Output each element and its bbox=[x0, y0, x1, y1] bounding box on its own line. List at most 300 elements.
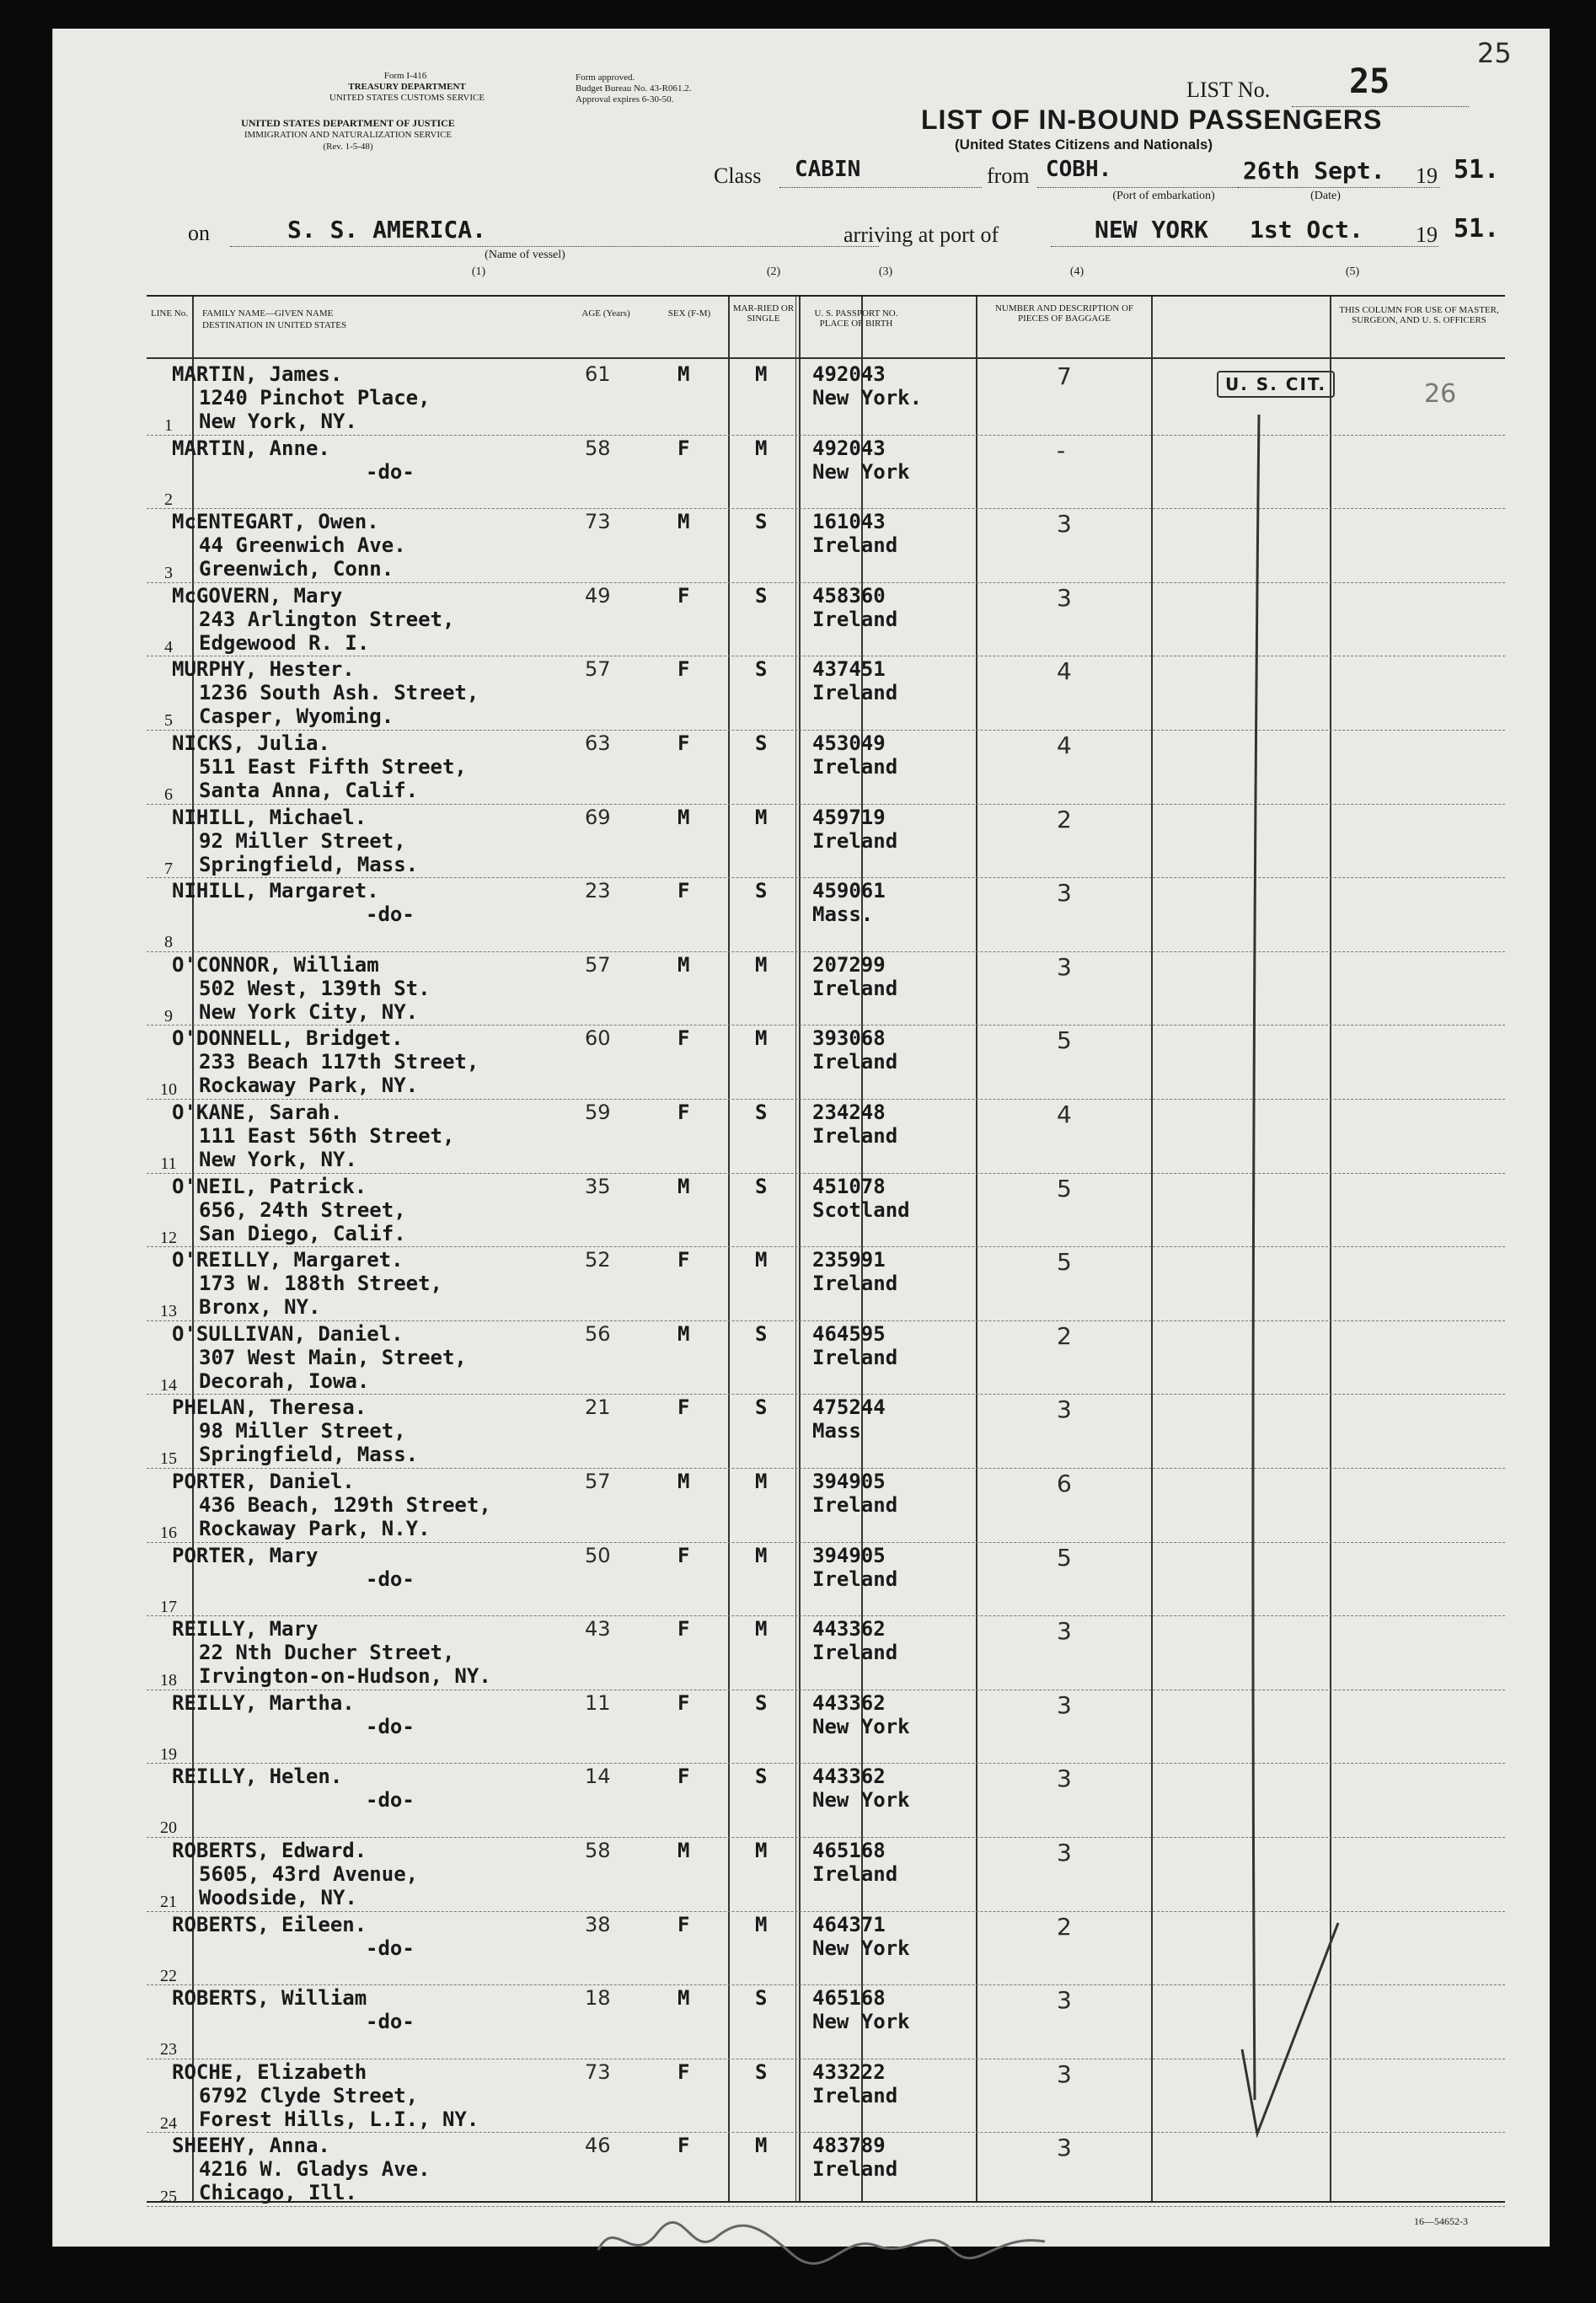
place-of-birth: Ireland bbox=[812, 1345, 898, 1369]
baggage-count: 4 bbox=[1057, 1101, 1072, 1128]
marital-status: M bbox=[755, 436, 768, 460]
passport-number: 459719 bbox=[812, 805, 886, 829]
stamp-number: 26 bbox=[1424, 379, 1457, 409]
us-citizen-stamp: U. S. CIT. bbox=[1217, 371, 1335, 398]
marital-status: S bbox=[755, 879, 768, 903]
sex: F bbox=[677, 1026, 690, 1051]
sex: F bbox=[677, 583, 690, 608]
col-num-2: (2) bbox=[766, 265, 781, 278]
age: 58 bbox=[585, 1839, 611, 1862]
age: 73 bbox=[585, 510, 611, 534]
line-number: 11 bbox=[160, 1154, 177, 1173]
class-value: CABIN bbox=[795, 157, 861, 182]
marital-status: S bbox=[755, 1986, 768, 2011]
row-divider bbox=[147, 1246, 1505, 1247]
header-destination: DESTINATION IN UNITED STATES bbox=[202, 320, 347, 330]
destination-line-2: San Diego, Calif. bbox=[199, 1221, 406, 1245]
baggage-count: 3 bbox=[1057, 2059, 1072, 2088]
destination-line-2: Springfield, Mass. bbox=[199, 1443, 419, 1467]
sex: F bbox=[677, 1617, 690, 1642]
passport-number: 492043 bbox=[812, 436, 886, 460]
sex: F bbox=[677, 1690, 690, 1715]
passenger-name: PORTER, Daniel. bbox=[172, 1470, 355, 1493]
baggage-count: 2 bbox=[1057, 1912, 1072, 1941]
age: 60 bbox=[585, 1026, 611, 1051]
place-of-birth: Ireland bbox=[812, 2157, 898, 2182]
sex: M bbox=[677, 952, 690, 977]
line-number: 2 bbox=[164, 490, 173, 509]
marital-status: S bbox=[755, 1395, 768, 1420]
baggage-count: 3 bbox=[1057, 510, 1072, 538]
line-number: 16 bbox=[160, 1524, 177, 1542]
form-approved: Form approved. bbox=[576, 72, 635, 83]
destination-line-1: 5605, 43rd Avenue, bbox=[199, 1862, 419, 1886]
vessel-caption: (Name of vessel) bbox=[485, 249, 565, 261]
marital-status: M bbox=[755, 1839, 768, 1862]
baggage-count: 3 bbox=[1057, 1765, 1072, 1793]
passenger-name: MARTIN, Anne. bbox=[172, 436, 330, 460]
line-number: 1 bbox=[164, 416, 173, 435]
marital-status: S bbox=[755, 1321, 768, 1346]
line-number: 25 bbox=[160, 2188, 177, 2207]
inspector-signature-scrawl bbox=[590, 2208, 1062, 2275]
row-divider bbox=[147, 951, 1505, 952]
arrival-year: 51. bbox=[1454, 214, 1500, 244]
place-of-birth: Mass. bbox=[812, 902, 874, 927]
marital-status: M bbox=[755, 1248, 768, 1272]
passport-number: 453049 bbox=[812, 731, 886, 755]
destination-line-2: New York, NY. bbox=[199, 410, 357, 433]
passport-number: 234248 bbox=[812, 1101, 886, 1124]
row-divider bbox=[147, 1173, 1505, 1174]
marital-status: S bbox=[755, 1101, 768, 1124]
age: 57 bbox=[585, 657, 611, 682]
passport-number: 458360 bbox=[812, 583, 886, 608]
sex: F bbox=[677, 2134, 690, 2158]
sex: M bbox=[677, 510, 690, 534]
passenger-name: SHEEHY, Anna. bbox=[172, 2134, 330, 2158]
row-divider bbox=[147, 1615, 1505, 1616]
passenger-name: ROBERTS, Edward. bbox=[172, 1839, 367, 1862]
passenger-name: REILLY, Mary bbox=[172, 1617, 319, 1642]
line-number: 19 bbox=[160, 1744, 177, 1764]
line-number: 5 bbox=[164, 711, 173, 731]
destination-line-2: Forest Hills, L.I., NY. bbox=[199, 2107, 479, 2131]
age: 69 bbox=[585, 805, 611, 829]
marital-status: M bbox=[755, 1026, 768, 1051]
row-divider bbox=[147, 1984, 1505, 1985]
row-divider bbox=[147, 1763, 1505, 1764]
place-of-birth: New York bbox=[812, 2010, 910, 2034]
passport-number: 394905 bbox=[812, 1470, 886, 1493]
passport-number: 451078 bbox=[812, 1174, 886, 1198]
passenger-name: ROBERTS, Eileen. bbox=[172, 1912, 367, 1936]
marital-status: M bbox=[755, 1543, 768, 1567]
line-number: 10 bbox=[160, 1080, 177, 1100]
destination-line-1: 6792 Clyde Street, bbox=[199, 2083, 419, 2108]
form-dept: TREASURY DEPARTMENT bbox=[348, 82, 466, 92]
destination-line-1: 4216 W. Gladys Ave. bbox=[199, 2157, 431, 2182]
baggage-count: 7 bbox=[1057, 362, 1072, 390]
passenger-name: REILLY, Martha. bbox=[172, 1690, 355, 1715]
line-number: 17 bbox=[160, 1597, 177, 1616]
doj-title: UNITED STATES DEPARTMENT OF JUSTICE bbox=[241, 117, 455, 129]
age: 18 bbox=[585, 1986, 611, 2011]
passenger-name: O'KANE, Sarah. bbox=[172, 1101, 343, 1124]
header-passport: U. S. PASSPORT NO. PLACE OF BIRTH bbox=[814, 308, 898, 329]
sex: F bbox=[677, 1101, 690, 1124]
age: 57 bbox=[585, 1470, 611, 1493]
place-of-birth: Ireland bbox=[812, 828, 898, 853]
row-divider bbox=[147, 582, 1505, 583]
header-line-no: LINE No. bbox=[151, 308, 188, 319]
list-subtitle: (United States Citizens and Nationals) bbox=[955, 137, 1213, 153]
marital-status: S bbox=[755, 1690, 768, 1715]
line-number: 20 bbox=[160, 1818, 177, 1838]
row-divider bbox=[147, 2206, 1505, 2207]
sex: F bbox=[677, 879, 690, 903]
col-num-1: (1) bbox=[471, 265, 486, 278]
marital-status: M bbox=[755, 1470, 768, 1493]
place-of-birth: New York bbox=[812, 1936, 910, 1960]
age: 23 bbox=[585, 879, 611, 903]
header-officers: THIS COLUMN FOR USE OF MASTER, SURGEON, AND U. S. OFFICERS bbox=[1339, 305, 1499, 325]
sex: M bbox=[677, 1470, 690, 1493]
place-of-birth: New York bbox=[812, 459, 910, 484]
row-divider bbox=[147, 877, 1505, 878]
place-of-birth: New York. bbox=[812, 386, 923, 410]
line-number: 12 bbox=[160, 1228, 177, 1247]
place-of-birth: New York bbox=[812, 1714, 910, 1738]
passenger-name: ROCHE, Elizabeth bbox=[172, 2059, 367, 2084]
destination-line-1: -do- bbox=[366, 1936, 415, 1960]
sex: F bbox=[677, 731, 690, 755]
place-of-birth: Ireland bbox=[812, 1493, 898, 1517]
destination-line-2: Edgewood R. I. bbox=[199, 630, 370, 655]
marital-status: M bbox=[755, 952, 768, 977]
baggage-count: 5 bbox=[1057, 1174, 1072, 1202]
line-number: 3 bbox=[164, 564, 173, 583]
passport-number: 492043 bbox=[812, 362, 886, 386]
check-mark bbox=[1242, 1923, 1338, 2134]
marital-status: M bbox=[755, 1617, 768, 1642]
baggage-count: - bbox=[1057, 436, 1066, 464]
age: 49 bbox=[585, 583, 611, 608]
line-number: 9 bbox=[164, 1006, 173, 1026]
sex: M bbox=[677, 1174, 690, 1198]
port-caption: (Port of embarkation) bbox=[1112, 190, 1215, 202]
form-number: Form I-416 bbox=[383, 71, 427, 81]
marital-status: S bbox=[755, 510, 768, 534]
passenger-name: O'NEIL, Patrick. bbox=[172, 1174, 367, 1198]
place-of-birth: Ireland bbox=[812, 1050, 898, 1074]
list-title: LIST OF IN-BOUND PASSENGERS bbox=[921, 104, 1383, 135]
arrival-line bbox=[1051, 246, 1438, 247]
age: 56 bbox=[585, 1321, 611, 1346]
date-line bbox=[1238, 187, 1440, 188]
sex: F bbox=[677, 1395, 690, 1420]
baggage-count: 3 bbox=[1057, 879, 1072, 908]
age: 57 bbox=[585, 952, 611, 977]
destination-line-1: -do- bbox=[366, 902, 415, 927]
destination-line-2: Chicago, Ill. bbox=[199, 2181, 357, 2205]
baggage-count: 2 bbox=[1057, 1321, 1072, 1350]
age: 14 bbox=[585, 1765, 611, 1789]
passenger-name: NIHILL, Michael. bbox=[172, 805, 367, 829]
age: 59 bbox=[585, 1101, 611, 1124]
marital-status: M bbox=[755, 805, 768, 829]
passport-number: 207299 bbox=[812, 952, 886, 977]
marital-status: S bbox=[755, 1174, 768, 1198]
marital-status: S bbox=[755, 1765, 768, 1789]
destination-line-1: 98 Miller Street, bbox=[199, 1419, 406, 1443]
passenger-name: PHELAN, Theresa. bbox=[172, 1395, 367, 1420]
arrival-port: NEW YORK bbox=[1095, 216, 1208, 244]
passport-number: 465168 bbox=[812, 1839, 886, 1862]
marital-status: S bbox=[755, 2059, 768, 2084]
destination-line-1: 173 W. 188th Street, bbox=[199, 1272, 442, 1296]
place-of-birth: Ireland bbox=[812, 1862, 898, 1886]
destination-line-2: Rockaway Park, N.Y. bbox=[199, 1517, 431, 1540]
baggage-count: 3 bbox=[1057, 2134, 1072, 2162]
sex: F bbox=[677, 2059, 690, 2084]
baggage-count: 5 bbox=[1057, 1543, 1072, 1572]
passport-number: 475244 bbox=[812, 1395, 886, 1420]
on-label: on bbox=[188, 221, 210, 245]
place-of-birth: Scotland bbox=[812, 1197, 910, 1222]
destination-line-1: 243 Arlington Street, bbox=[199, 607, 455, 631]
passport-number: 443362 bbox=[812, 1765, 886, 1789]
class-line bbox=[779, 187, 982, 188]
form-budget: Budget Bureau No. 43-R061.2. bbox=[576, 83, 692, 94]
destination-line-2: New York, NY. bbox=[199, 1148, 357, 1171]
destination-line-2: Bronx, NY. bbox=[199, 1295, 321, 1320]
header-age: AGE (Years) bbox=[581, 308, 630, 319]
year-prefix: 19 bbox=[1416, 163, 1438, 188]
list-number: 25 bbox=[1349, 62, 1390, 101]
destination-line-2: Santa Anna, Calif. bbox=[199, 779, 419, 802]
line-number: 23 bbox=[160, 2040, 177, 2059]
destination-line-1: 1240 Pinchot Place, bbox=[199, 386, 431, 410]
passport-number: 437451 bbox=[812, 657, 886, 682]
sex: F bbox=[677, 1912, 690, 1936]
passenger-table bbox=[147, 295, 1505, 2207]
destination-line-2: New York City, NY. bbox=[199, 999, 419, 1024]
place-of-birth: Ireland bbox=[812, 1272, 898, 1296]
age: 50 bbox=[585, 1543, 611, 1567]
destination-line-1: -do- bbox=[366, 1714, 415, 1738]
passport-number: 465168 bbox=[812, 1986, 886, 2011]
destination-line-1: -do- bbox=[366, 1788, 415, 1813]
row-divider bbox=[147, 1542, 1505, 1543]
header-divider bbox=[147, 357, 1505, 359]
line-number: 18 bbox=[160, 1671, 177, 1690]
age: 73 bbox=[585, 2059, 611, 2084]
place-of-birth: Ireland bbox=[812, 1124, 898, 1148]
col-num-5: (5) bbox=[1345, 265, 1360, 278]
arriving-label: arriving at port of bbox=[844, 222, 999, 247]
col-num-3: (3) bbox=[878, 265, 893, 278]
destination-line-1: 233 Beach 117th Street, bbox=[199, 1050, 479, 1074]
baggage-count: 3 bbox=[1057, 1617, 1072, 1646]
destination-line-1: -do- bbox=[366, 459, 415, 484]
sex: F bbox=[677, 1765, 690, 1789]
from-label: from bbox=[987, 163, 1030, 188]
header-sex: SEX (F-M) bbox=[667, 308, 711, 319]
place-of-birth: Ireland bbox=[812, 1641, 898, 1665]
row-divider bbox=[147, 730, 1505, 731]
passport-number: 433222 bbox=[812, 2059, 886, 2084]
sex: M bbox=[677, 1839, 690, 1862]
baggage-count: 5 bbox=[1057, 1026, 1072, 1055]
line-number: 15 bbox=[160, 1449, 177, 1469]
passport-number: 394905 bbox=[812, 1543, 886, 1567]
line-number: 13 bbox=[160, 1302, 177, 1321]
place-of-birth: Ireland bbox=[812, 755, 898, 779]
line-number: 7 bbox=[164, 859, 173, 878]
destination-line-1: 656, 24th Street, bbox=[199, 1197, 406, 1222]
form-code: 16—54652-3 bbox=[1414, 2215, 1468, 2227]
sex: M bbox=[677, 362, 690, 386]
destination-line-1: 44 Greenwich Ave. bbox=[199, 533, 406, 558]
baggage-count: 3 bbox=[1057, 1690, 1072, 1719]
place-of-birth: Ireland bbox=[812, 681, 898, 705]
age: 61 bbox=[585, 362, 611, 386]
row-divider bbox=[147, 1468, 1505, 1469]
passport-number: 443362 bbox=[812, 1617, 886, 1642]
baggage-count: 3 bbox=[1057, 1839, 1072, 1867]
header-name: FAMILY NAME—GIVEN NAME bbox=[202, 308, 334, 319]
passport-number: 483789 bbox=[812, 2134, 886, 2158]
baggage-count: 4 bbox=[1057, 657, 1072, 686]
line-number: 21 bbox=[160, 1893, 177, 1911]
passport-number: 235991 bbox=[812, 1248, 886, 1272]
line-number: 8 bbox=[164, 933, 173, 952]
row-divider bbox=[147, 1911, 1505, 1912]
sex: F bbox=[677, 657, 690, 682]
col-num-4: (4) bbox=[1069, 265, 1085, 278]
baggage-count: 3 bbox=[1057, 952, 1072, 981]
destination-line-1: 92 Miller Street, bbox=[199, 828, 406, 853]
destination-line-1: 436 Beach, 129th Street, bbox=[199, 1493, 491, 1517]
destination-line-1: 1236 South Ash. Street, bbox=[199, 681, 479, 705]
line-number: 24 bbox=[160, 2113, 177, 2133]
baggage-count: 4 bbox=[1057, 731, 1072, 759]
row-divider bbox=[147, 435, 1505, 436]
place-of-birth: Ireland bbox=[812, 2083, 898, 2108]
destination-line-2: Springfield, Mass. bbox=[199, 852, 419, 876]
marital-status: S bbox=[755, 583, 768, 608]
baggage-count: 3 bbox=[1057, 1986, 1072, 2015]
age: 63 bbox=[585, 731, 611, 755]
destination-line-2: Casper, Wyoming. bbox=[199, 704, 394, 729]
passport-number: 393068 bbox=[812, 1026, 886, 1051]
age: 43 bbox=[585, 1617, 611, 1642]
passenger-name: PORTER, Mary bbox=[172, 1543, 319, 1567]
embark-port: COBH. bbox=[1046, 157, 1112, 182]
passport-number: 464371 bbox=[812, 1912, 886, 1936]
destination-line-2: Irvington-on-Hudson, NY. bbox=[199, 1664, 491, 1689]
vessel-name: S. S. AMERICA. bbox=[287, 216, 487, 244]
sex: M bbox=[677, 1986, 690, 2011]
baggage-count: 3 bbox=[1057, 1395, 1072, 1424]
destination-line-2: Decorah, Iowa. bbox=[199, 1368, 370, 1393]
age: 11 bbox=[585, 1690, 611, 1715]
depart-date: 26th Sept. bbox=[1243, 157, 1385, 185]
age: 35 bbox=[585, 1174, 611, 1198]
place-of-birth: New York bbox=[812, 1788, 910, 1813]
destination-line-1: 111 East 56th Street, bbox=[199, 1124, 455, 1148]
age: 58 bbox=[585, 436, 611, 460]
passenger-name: O'DONNELL, Bridget. bbox=[172, 1026, 404, 1051]
class-label: Class bbox=[714, 163, 762, 188]
destination-line-1: 511 East Fifth Street, bbox=[199, 755, 467, 779]
passport-number: 443362 bbox=[812, 1690, 886, 1715]
depart-year: 51. bbox=[1454, 155, 1500, 185]
age: 21 bbox=[585, 1395, 611, 1420]
place-of-birth: Mass bbox=[812, 1419, 861, 1443]
row-divider bbox=[147, 1099, 1505, 1100]
sex: M bbox=[677, 805, 690, 829]
destination-line-1: 22 Nth Ducher Street, bbox=[199, 1641, 455, 1665]
baggage-count: 2 bbox=[1057, 805, 1072, 833]
ins-title: IMMIGRATION AND NATURALIZATION SERVICE bbox=[244, 130, 453, 140]
destination-line-2: Woodside, NY. bbox=[199, 1886, 357, 1909]
passenger-name: ROBERTS, William bbox=[172, 1986, 367, 2011]
marital-status: M bbox=[755, 362, 768, 386]
row-divider bbox=[147, 804, 1505, 805]
list-no-label: LIST No. bbox=[1186, 78, 1271, 102]
age: 52 bbox=[585, 1248, 611, 1272]
arrival-year-prefix: 19 bbox=[1416, 222, 1438, 247]
sex: M bbox=[677, 1321, 690, 1346]
passport-number: 161043 bbox=[812, 510, 886, 534]
sex: F bbox=[677, 1543, 690, 1567]
age: 46 bbox=[585, 2134, 611, 2158]
passenger-name: NIHILL, Margaret. bbox=[172, 879, 379, 903]
marital-status: S bbox=[755, 657, 768, 682]
row-divider bbox=[147, 1837, 1505, 1838]
passenger-name: McGOVERN, Mary bbox=[172, 583, 343, 608]
corner-list-number: 25 bbox=[1477, 37, 1512, 69]
line-number: 4 bbox=[164, 637, 173, 656]
sex: F bbox=[677, 436, 690, 460]
date-caption: (Date) bbox=[1310, 190, 1341, 202]
destination-line-2: Rockaway Park, NY. bbox=[199, 1074, 419, 1098]
form-expiry: Approval expires 6-30-50. bbox=[576, 94, 674, 104]
line-number: 6 bbox=[164, 785, 173, 804]
destination-line-1: 307 West Main, Street, bbox=[199, 1345, 467, 1369]
line-number: 22 bbox=[160, 1966, 177, 1985]
row-divider bbox=[147, 1320, 1505, 1321]
passenger-name: MARTIN, James. bbox=[172, 362, 343, 386]
destination-line-2: Greenwich, Conn. bbox=[199, 557, 394, 581]
marital-status: M bbox=[755, 2134, 768, 2158]
passenger-name: NICKS, Julia. bbox=[172, 731, 330, 755]
destination-line-1: 502 West, 139th St. bbox=[199, 976, 431, 1000]
header-married: MAR-RIED OR SINGLE bbox=[732, 303, 795, 324]
passenger-name: O'CONNOR, William bbox=[172, 952, 379, 977]
header-baggage: NUMBER AND DESCRIPTION OF PIECES OF BAGGAGE bbox=[994, 303, 1134, 324]
form-service: UNITED STATES CUSTOMS SERVICE bbox=[329, 93, 485, 103]
age: 38 bbox=[585, 1912, 611, 1936]
row-divider bbox=[147, 508, 1505, 509]
row-divider bbox=[147, 1025, 1505, 1026]
marital-status: S bbox=[755, 731, 768, 755]
place-of-birth: Ireland bbox=[812, 533, 898, 558]
row-divider bbox=[147, 2132, 1505, 2133]
vessel-line bbox=[230, 246, 879, 247]
